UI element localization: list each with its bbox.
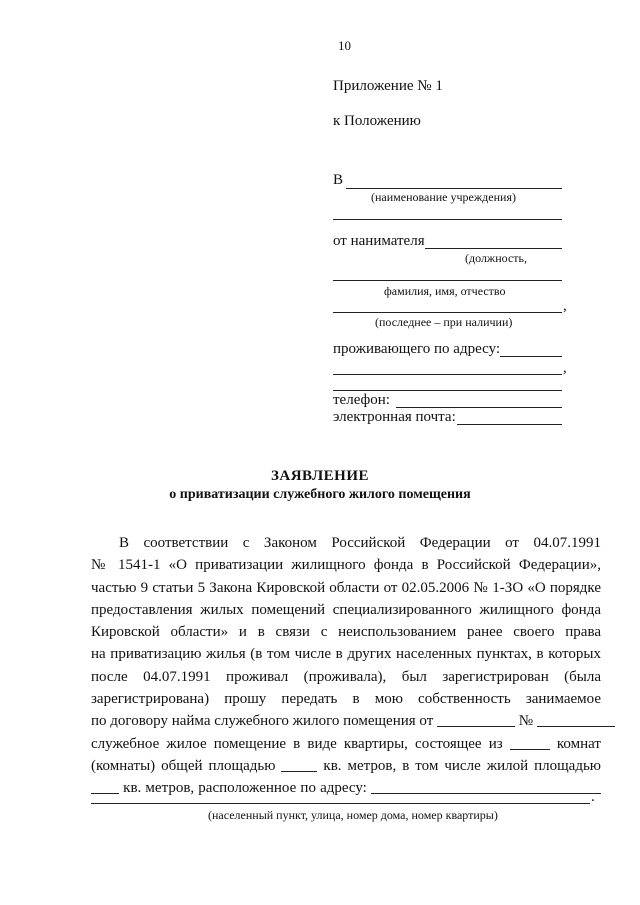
tenant-line-2[interactable] <box>333 280 562 281</box>
document-title: ЗАЯВЛЕНИЕ <box>270 468 370 484</box>
body-line <box>91 710 601 732</box>
body-line: предоставления жилых помещений специализированного жилищного фонда <box>91 601 601 618</box>
address-line[interactable] <box>500 356 562 357</box>
body-line <box>91 777 601 799</box>
body-line: на приватизацию жилья (в том числе в других населенных пунктах, в которых <box>91 646 601 663</box>
comma-2: , <box>563 360 567 376</box>
phone-line[interactable] <box>396 407 562 408</box>
end-dot: . <box>591 789 595 805</box>
email-line[interactable] <box>457 424 562 425</box>
phone-label: телефон: <box>333 392 390 408</box>
contract-number-blank[interactable] <box>537 712 615 727</box>
location-text: кв. метров, расположенное по адресу: <box>123 780 367 797</box>
application-body <box>91 532 601 800</box>
address-caption: (населенный пункт, улица, номер дома, номер квартиры) <box>208 808 498 822</box>
appendix-label: Приложение № 1 <box>333 78 443 94</box>
tenant-line-3[interactable] <box>333 312 562 313</box>
body-line: Кировской области» и в связи с неиспользованием ранее своего права <box>91 624 601 641</box>
fio-caption: фамилия, имя, отчество <box>384 284 506 298</box>
regulation-label: к Положению <box>333 113 421 129</box>
living-area-blank[interactable] <box>91 779 119 794</box>
contract-date-blank[interactable] <box>437 712 515 727</box>
page-number: 10 <box>338 38 351 53</box>
body-line: частью 9 статьи 5 Закона Кировской области от 02.05.2006 № 1-ЗО «О порядке <box>91 579 601 596</box>
to-prefix: В <box>333 172 344 188</box>
institution-line-2[interactable] <box>333 219 562 220</box>
rooms-text: комнат <box>556 735 601 752</box>
full-address-line[interactable] <box>91 803 590 804</box>
address-label: проживающего по адресу: <box>333 341 501 357</box>
document-subtitle: о приватизации служебного жилого помещения <box>169 487 471 502</box>
tenant-line[interactable] <box>425 248 562 249</box>
body-line <box>91 755 601 777</box>
total-area-blank[interactable] <box>281 757 317 772</box>
address-line-3[interactable] <box>333 390 562 391</box>
body-line: зарегистрирована) прошу передать в мою собственность занимаемое <box>91 691 601 708</box>
body-line: В соответствии с Законом Российской Федерации от 04.07.1991 <box>119 535 601 551</box>
body-line <box>91 733 601 755</box>
address-line-2[interactable] <box>333 374 562 375</box>
from-label: от нанимателя <box>333 233 425 249</box>
comma-1: , <box>563 298 567 314</box>
rooms-count-blank[interactable] <box>510 735 550 750</box>
institution-line[interactable] <box>346 188 562 189</box>
patronymic-caption: (последнее – при наличии) <box>375 315 513 329</box>
number-sign: № <box>518 713 534 730</box>
position-caption: (должность, <box>465 251 527 265</box>
apartment-text: служебное жилое помещение в виде квартиры, состоящее из <box>91 735 503 752</box>
location-blank[interactable] <box>371 779 601 794</box>
body-line: после 04.07.1991 проживал (проживала), был зарегистрирован (была <box>91 668 601 685</box>
body-line: № 1541-1 «О приватизации жилищного фонда в Российской Федерации», <box>91 557 601 574</box>
contract-text: по договору найма служебного жилого помещения от <box>91 713 434 730</box>
living-area-text: кв. метров, в том числе жилой площадью <box>323 757 602 774</box>
total-area-text: (комнаты) общей площадью <box>91 757 276 774</box>
email-label: электронная почта: <box>333 409 456 425</box>
institution-caption: (наименование учреждения) <box>371 190 516 204</box>
